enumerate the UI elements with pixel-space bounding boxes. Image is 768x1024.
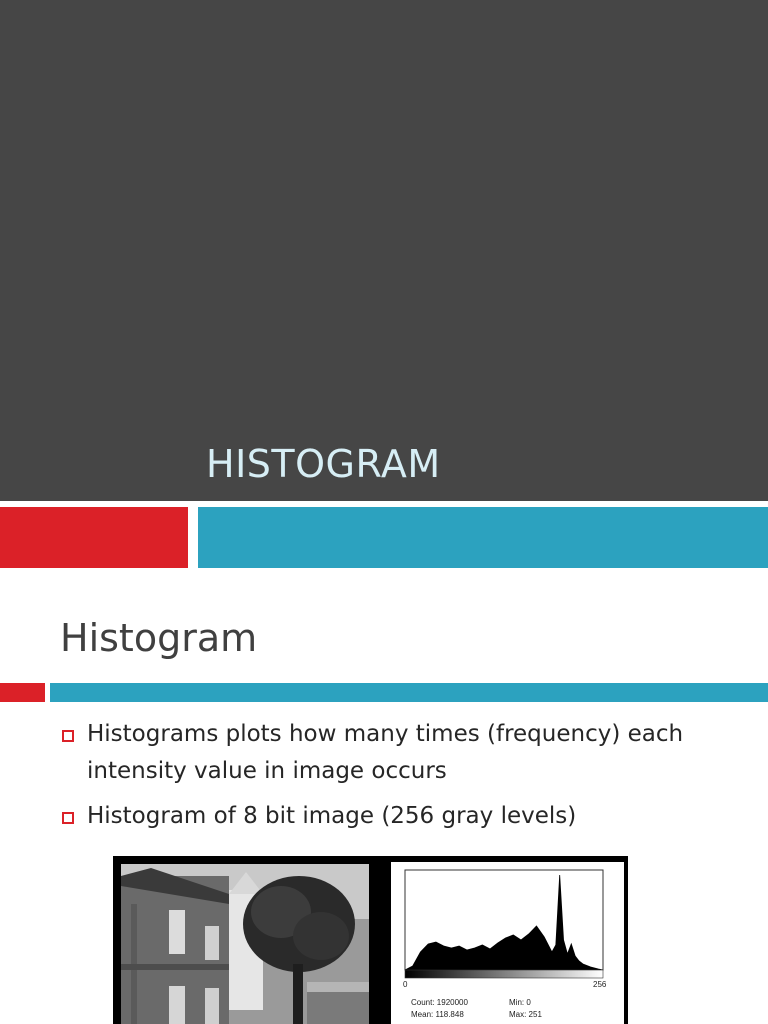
slide-heading: Histogram <box>60 616 258 660</box>
grayscale-ramp <box>405 970 603 978</box>
title-slide-heading: HISTOGRAM <box>206 442 441 486</box>
x-axis-min-label: 0 <box>403 980 408 989</box>
heading-band-blue <box>50 683 768 702</box>
stat-mean: Mean: 118.848 <box>411 1010 464 1019</box>
accent-band-blue <box>198 507 768 568</box>
stat-count: Count: 1920000 <box>411 998 468 1007</box>
bullet-list <box>60 716 750 843</box>
histogram-panel <box>391 862 624 1024</box>
stat-min: Min: 0 <box>509 998 531 1007</box>
title-slide <box>0 0 768 501</box>
bullet-text: Histograms plots how many times (frequency) each intensity value in image occurs <box>87 721 684 784</box>
square-bullet-icon <box>62 730 74 742</box>
grayscale-photo <box>121 864 369 1024</box>
x-axis-max-label: 256 <box>593 980 607 989</box>
stat-max: Max: 251 <box>509 1010 542 1019</box>
histogram-figure <box>113 856 628 1024</box>
bullet-item <box>60 798 750 835</box>
accent-band-red <box>0 507 188 568</box>
bullet-text: Histogram of 8 bit image (256 gray levels) <box>87 803 577 829</box>
bullet-item <box>60 716 750 790</box>
heading-band-red <box>0 683 45 702</box>
square-bullet-icon <box>62 812 74 824</box>
